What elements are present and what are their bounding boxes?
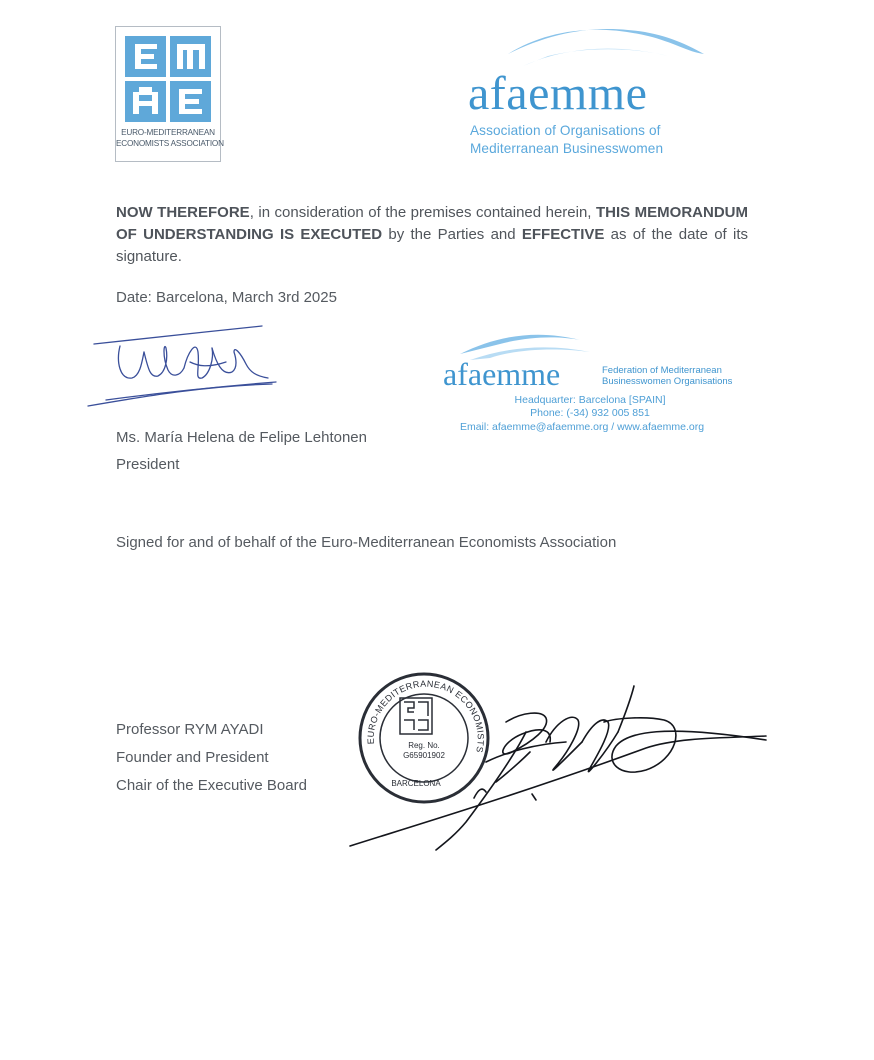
signatory2-title2: Chair of the Executive Board bbox=[116, 777, 307, 794]
stamp-federation-line1: Federation of Mediterranean bbox=[602, 365, 722, 376]
seal-reg-number: G65901902 bbox=[403, 751, 445, 760]
seal-reg-label: Reg. No. bbox=[408, 741, 440, 750]
emea-logo bbox=[115, 26, 224, 162]
stamp-headquarter: Headquarter: Barcelona [SPAIN] bbox=[514, 394, 666, 406]
signatory2-name: Professor RYM AYADI bbox=[116, 721, 264, 738]
signatory2-title1: Founder and President bbox=[116, 749, 269, 766]
signatory1-name: Ms. María Helena de Felipe Lehtonen bbox=[116, 429, 367, 446]
signed-for-line: Signed for and of behalf of the Euro-Mediterranean Economists Association bbox=[116, 534, 617, 551]
para-text-1: , in consideration of the premises contained herein, bbox=[249, 204, 596, 221]
date-line: Date: Barcelona, March 3rd 2025 bbox=[116, 289, 337, 306]
execution-paragraph bbox=[116, 202, 748, 268]
stamp-wordmark: afaemme bbox=[443, 356, 561, 392]
emea-logo-caption bbox=[116, 127, 224, 149]
afaemme-logo bbox=[468, 24, 718, 164]
para-text-3: as of the date of its signature. bbox=[116, 226, 748, 265]
effective-text: EFFECTIVE bbox=[521, 226, 605, 243]
afaemme-wordmark: afaemme bbox=[468, 67, 648, 120]
emea-caption-line2: ECONOMISTS ASSOCIATION bbox=[116, 139, 224, 148]
signature-ayadi bbox=[346, 682, 776, 852]
afaemme-stamp bbox=[440, 328, 740, 440]
stamp-email: Email: afaemme@afaemme.org / www.afaemme.org bbox=[459, 421, 705, 433]
now-therefore-text: NOW THEREFORE bbox=[116, 204, 250, 221]
emea-caption-line1: EURO-MEDITERRANEAN bbox=[121, 128, 215, 137]
afaemme-subtitle bbox=[470, 122, 663, 158]
seal-ring-text: EURO-MEDITERRANEAN ECONOMISTS ASSOCIATION bbox=[350, 660, 486, 754]
mou-executed-text: THIS MEMORANDUM OF UNDERSTANDING IS EXECUTED bbox=[116, 204, 749, 243]
emea-logo-mark bbox=[125, 36, 211, 122]
signature-helena bbox=[86, 322, 286, 412]
afaemme-subtitle-line1: Association of Organisations of bbox=[470, 123, 661, 138]
stamp-phone: Phone: (-34) 932 005 851 bbox=[530, 407, 650, 419]
seal-city: BARCELONA bbox=[391, 779, 441, 788]
signatory1-title: President bbox=[116, 456, 180, 473]
stamp-federation-line2: Businesswomen Organisations bbox=[602, 375, 733, 387]
afaemme-subtitle-line2: Mediterranean Businesswomen bbox=[470, 141, 664, 156]
para-text-2: by the Parties and bbox=[382, 226, 522, 243]
signatory2-block bbox=[116, 716, 307, 800]
stamp-federation bbox=[602, 366, 732, 387]
